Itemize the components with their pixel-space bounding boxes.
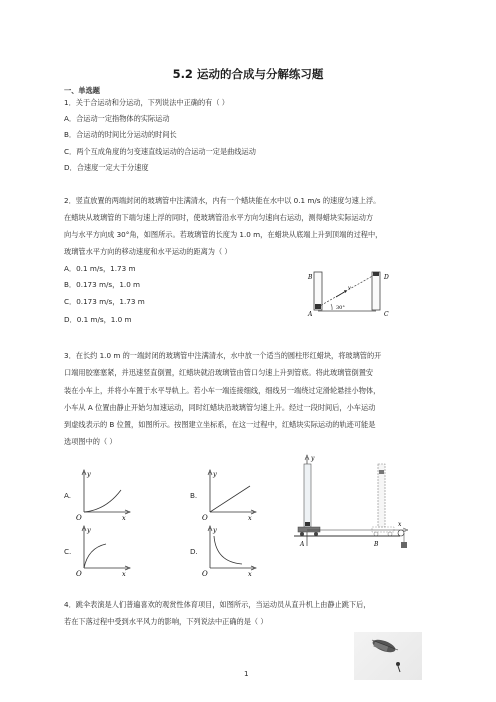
q3-graph-d-y: y [213,526,217,534]
q2-fig-label-c: C [384,311,389,318]
q3-option-c-label: C. [64,547,72,556]
q1-stem: 1．关于合运动和分运动，下列说法中正确的有（ ） [64,98,229,107]
q3-graph-b [202,468,260,520]
q2-fig-angle-label: 30° [336,305,345,311]
q2-fig-label-a: A [308,311,313,318]
q3-apparatus-label-b: B [374,541,379,548]
q3-graph-a-o: O [76,514,82,522]
q1-option-b: B．合运动的时间比分运动的时间长 [64,130,177,139]
page-title: 5.2 运动的合成与分解练习题 [172,67,324,81]
q3-graph-c-o: O [76,570,82,578]
q3-graph-c-y: y [87,526,91,534]
page-number: 1 [244,669,249,678]
q3-option-d-label: D. [190,547,198,556]
q2-line: 向与水平方向成 30°角，如图所示。若玻璃管的长度为 1.0 m，在蜡块从底端上升到顶端的过程中， [64,230,383,239]
q3-graph-a-y: y [87,470,91,478]
section-heading: 一、单选题 [64,86,100,95]
q2-line: 在蜡块从玻璃管的下端匀速上浮的同时，使玻璃管沿水平方向匀速向右运动，测得蜡块实际运动方 [64,213,374,222]
q2-option-d: D．0.1 m/s，1.0 m [64,315,132,324]
q3-graph-d-o: O [202,570,208,578]
q3-graph-a [76,468,134,520]
q3-line: 小车从 A 位置由静止开始匀加速运动，同时红蜡块沿玻璃管匀速上升。经过一段时间后，小车运动 [64,403,376,412]
q2-option-c: C．0.173 m/s，1.73 m [64,297,145,306]
q3-graph-c [76,524,134,576]
q3-graph-c-x: x [122,570,126,578]
q1-option-a: A．合运动一定指物体的实际运动 [64,114,170,123]
q3-option-a-label: A. [64,491,72,500]
q3-apparatus-label-x: x [398,521,402,528]
q3-graph-d [202,524,260,576]
q3-graph-b-x: x [248,514,252,522]
q2-figure [306,270,398,320]
q3-apparatus-label-y: y [311,455,315,462]
q3-apparatus-label-a: A [300,541,305,548]
q2-fig-label-b: B [308,274,313,281]
q2-line: 2．竖直放置的两端封闭的玻璃管中注满清水，内有一个蜡块能在水中以 0.1 m/s 的速度匀速上浮。 [64,196,381,205]
q2-option-b: B．0.173 m/s，1.0 m [64,280,141,289]
q1-option-d: D．合速度一定大于分速度 [64,163,149,172]
q3-graph-d-x: x [248,570,252,578]
q3-graph-a-x: x [122,514,126,522]
q1-option-c: C．两个互成角度的匀变速直线运动的合运动一定是曲线运动 [64,147,256,156]
q3-graph-b-o: O [202,514,208,522]
q3-option-b-label: B. [190,491,198,500]
q2-option-a: A．0.1 m/s，1.73 m [64,264,136,273]
q3-apparatus-figure [292,454,412,554]
q4-line: 4．跳伞表演是人们普遍喜欢的观赏性体育项目，如图所示，当运动员从直升机上由静止跳下后， [64,600,371,609]
q4-parachute-photo [354,632,422,680]
q3-graph-b-y: y [213,470,217,478]
q3-line: 到虚线表示的 B 位置，如图所示。按图建立坐标系，在这一过程中，红蜡块实际运动的轨迹可能是 [64,420,376,429]
q3-line: 装在小车上，并将小车置于水平导轨上。若小车一端连接细线，细线另一端绕过定滑轮悬挂小物体， [64,386,381,395]
q3-line: 3．在长约 1.0 m 的一端封闭的玻璃管中注满清水，水中放一个适当的圆柱形红蜡块，将玻璃管的开 [64,351,382,360]
q4-line: 若在下落过程中受到水平风力的影响，下列说法中正确的是（ ） [64,617,268,626]
q2-fig-label-d: D [384,274,389,281]
q2-fig-label-v: v [348,285,351,291]
q2-line: 玻璃管水平方向的移动速度和水平运动的距离为（ ） [64,247,232,256]
q3-line: 口端用胶塞塞紧，并迅速竖直倒置，红蜡块就沿玻璃管由管口匀速上升到管底。将此玻璃管倒置安 [64,368,374,377]
q3-line: 选项图中的（ ） [64,437,117,446]
